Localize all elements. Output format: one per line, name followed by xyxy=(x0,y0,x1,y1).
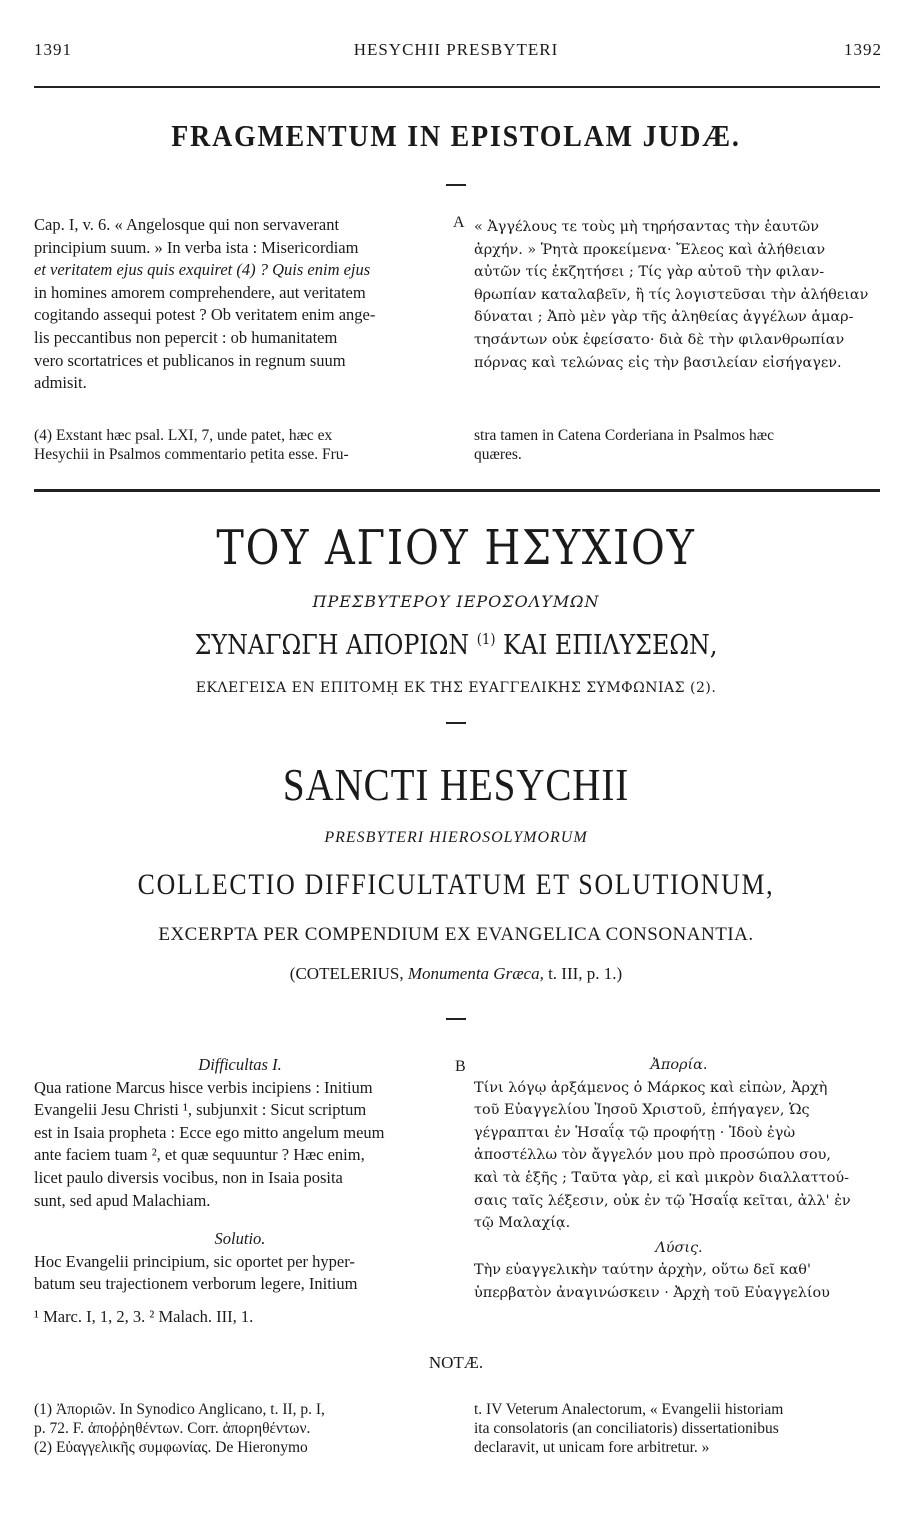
footnote-line: quæres. xyxy=(474,446,522,463)
section-heading: Solutio. xyxy=(214,1229,266,1249)
notes-left xyxy=(34,1400,446,1457)
section-rule xyxy=(34,489,880,492)
page-number-right: 1392 xyxy=(844,40,882,59)
source-work: Monumenta Græca, xyxy=(407,964,544,983)
greek-title-collection-text: ΣΥΝΑΓΩΓΗ ΑΠΟΡΙΩΝ xyxy=(194,630,470,661)
body-line: est in Isaia propheta : Ecce ego mitto angelum meum xyxy=(34,1122,385,1142)
greek-title-subtitle: ΠΡΕΣΒΥΤΕΡΟΥ ΙΕΡΟΣΟΛΥΜΩΝ xyxy=(312,592,600,611)
fragment-greek-column xyxy=(474,216,884,374)
latin-title-source xyxy=(0,964,912,984)
note-line: ita consolatoris (an conciliatoris) dissertationibus xyxy=(474,1420,779,1437)
body-greek-column xyxy=(474,1054,884,1305)
source-ref: t. III, p. 1.) xyxy=(548,964,623,983)
body-line: batum seu trajectionem verborum legere, Initium xyxy=(34,1274,358,1294)
margin-letter-a: A xyxy=(453,214,465,231)
greek-line: γέγραπται ἐν Ἡσαΐᾳ τῷ προφήτῃ · Ἰδοὺ ἐγὼ xyxy=(474,1124,796,1141)
latin-line: cogitando assequi potest ? Ob veritatem enim ange- xyxy=(34,305,376,325)
page-number-left: 1391 xyxy=(34,40,72,59)
body-line: Qua ratione Marcus hisce verbis incipiens : Initium xyxy=(34,1077,373,1097)
fragment-footnote-left xyxy=(34,426,446,464)
body-line: Hoc Evangelii principium, sic oportet per hyper- xyxy=(34,1251,355,1271)
footnote-line: stra tamen in Catena Corderiana in Psalmos hæc xyxy=(474,427,775,444)
section-heading: Λύσις. xyxy=(655,1239,703,1256)
greek-line: ἀρχήν. » Ῥητὰ προκείμενα· Ἔλεος καὶ ἀλήθειαν xyxy=(474,241,826,258)
greek-line: τῷ Μαλαχίᾳ. xyxy=(474,1215,571,1232)
greek-line: ὑπερβατὸν ἀναγινώσκειν · Ἀρχὴ τοῦ Εὐαγγελίου xyxy=(474,1284,830,1301)
note-line: (1) Ἀποριῶν. In Synodico Anglicano, t. II, p. I, xyxy=(34,1401,325,1418)
latin-title-subtitle: PRESBYTERI HIEROSOLYMORUM xyxy=(324,829,588,846)
latin-line: Cap. I, v. 6. « Angelosque qui non servaverant xyxy=(34,215,340,234)
greek-line: σαις ταῖς λέξεσιν, οὐκ ἐν τῷ Ἡσαΐᾳ κεῖται, ἀλλ' ἐν xyxy=(474,1192,851,1209)
note-line: p. 72. F. ἀποῤῥηθέντων. Corr. ἀπορηθέντων. xyxy=(34,1420,311,1437)
notes-title: NOTÆ. xyxy=(428,1353,484,1372)
greek-line: αὐτῶν τίς ἐκζητήσει ; Τίς γὰρ αὐτοῦ τὴν φιλαν- xyxy=(474,264,825,281)
latin-line: in homines amorem comprehendere, aut veritatem xyxy=(34,282,366,302)
fragment-title: FRAGMENTUM IN EPISTOLAM JUDÆ. xyxy=(171,118,741,153)
latin-title-collection: COLLECTIO DIFFICULTATUM ET SOLUTIONUM, xyxy=(137,868,775,901)
notes-right xyxy=(474,1400,884,1457)
body-line: Evangelii Jesu Christi ¹, subjunxit : Sicut scriptum xyxy=(34,1100,367,1120)
greek-title-collection xyxy=(55,630,858,661)
scripture-references: ¹ Marc. I, 1, 2, 3. ² Malach. III, 1. xyxy=(34,1306,254,1326)
note-line: t. IV Veterum Analectorum, « Evangelii historiam xyxy=(474,1401,784,1418)
greek-line: Τὴν εὐαγγελικὴν ταύτην ἀρχὴν, οὕτω δεῖ καθ' xyxy=(474,1262,811,1279)
section-heading: Ἀπορία. xyxy=(650,1057,708,1073)
footnote-line: (4) Exstant hæc psal. LXI, 7, unde patet, hæc ex xyxy=(34,427,333,444)
body-line: sunt, sed apud Malachiam. xyxy=(34,1190,211,1210)
fragment-latin-column xyxy=(34,214,446,395)
greek-line: καὶ τὰ ἑξῆς ; Ταῦτα γὰρ, εἰ καὶ μικρὸν διαλλαττού- xyxy=(474,1169,849,1186)
latin-title-excerpt: EXCERPTA PER COMPENDIUM EX EVANGELICA CONSONANTIA. xyxy=(158,924,754,945)
footnote-ref-1: (1) xyxy=(476,630,496,648)
greek-line: « Ἀγγέλους τε τοὺς μὴ τηρήσαντας τὴν ἑαυτῶν xyxy=(474,219,819,235)
section-heading: Difficultas I. xyxy=(198,1055,282,1074)
latin-line: et veritatem ejus quis exquiret (4) ? Quis enim ejus xyxy=(34,260,371,280)
greek-line: Τίνι λόγῳ ἀρξάμενος ὁ Μάρκος καὶ εἰπὼν, Ἀρχὴ xyxy=(474,1079,828,1096)
greek-line: θρωπίαν καταλαβεῖν, ἢ τίς λογιστεῦσαι τὴν ἀλήθειαν xyxy=(474,286,869,303)
margin-letter-b: B xyxy=(455,1058,466,1075)
greek-title-collection-end: ΚΑΙ ΕΠΙΛΥΣΕΩΝ, xyxy=(503,630,718,661)
source-author: (COTELERIUS, xyxy=(289,964,404,983)
title-dash xyxy=(446,722,466,724)
title-dash xyxy=(446,184,466,186)
greek-line: τοῦ Εὐαγγελίου Ἰησοῦ Χριστοῦ, ἐπήγαγεν, Ὡς xyxy=(474,1102,810,1119)
latin-line: lis peccantibus non pepercit : ob humanitatem xyxy=(34,327,338,347)
body-latin-column xyxy=(34,1054,446,1329)
greek-line: ἀποστέλλω τὸν ἄγγελόν μου πρὸ προσώπου σου, xyxy=(474,1147,831,1164)
note-line: declaravit, ut unicam fore arbitretur. » xyxy=(474,1439,710,1456)
greek-line: πόρνας καὶ τελώνας εἰς τὴν βασιλείαν εἰσήγαγεν. xyxy=(474,354,842,371)
greek-line: τησάντων οὐκ ἐφείσατο· διὰ δὲ τὴν φιλανθρωπίαν xyxy=(474,331,845,348)
running-title: HESYCHII PRESBYTERI xyxy=(353,40,559,59)
latin-title-main: SANCTI HESYCHII xyxy=(282,759,630,810)
latin-line: vero scortatrices et publicanos in regnum suum xyxy=(34,350,346,370)
body-line: ante faciem tuam ², et quæ sequuntur ? Hæc enim, xyxy=(34,1145,365,1165)
greek-title-excerpt: ΕΚΛΕΓΕΙΣΑ ΕΝ ΕΠΙΤΟΜῌ ΕΚ ΤΗΣ ΕΥΑΓΓΕΛΙΚΗΣ ΣΥΜΦΩΝΙΑΣ (2). xyxy=(195,680,717,696)
title-dash xyxy=(446,1018,466,1020)
body-line: licet paulo diversis vocibus, non in Isaia posita xyxy=(34,1167,343,1187)
note-line: (2) Εὐαγγελικῆς συμφωνίας. De Hieronymo xyxy=(34,1439,308,1456)
fragment-footnote-right xyxy=(474,426,884,464)
latin-line: admisit. xyxy=(34,373,87,393)
header-rule xyxy=(34,86,880,88)
greek-title-main: ΤΟΥ ΑΓΙΟΥ ΗΣΥΧΙΟΥ xyxy=(216,520,696,576)
greek-line: δύναται ; Ἀπὸ μὲν γὰρ τῆς ἀληθείας ἀγγέλων ἁμαρ- xyxy=(474,309,854,326)
footnote-line: Hesychii in Psalmos commentario petita esse. Fru- xyxy=(34,446,349,463)
latin-line: principium suum. » In verba ista : Misericordiam xyxy=(34,237,359,257)
